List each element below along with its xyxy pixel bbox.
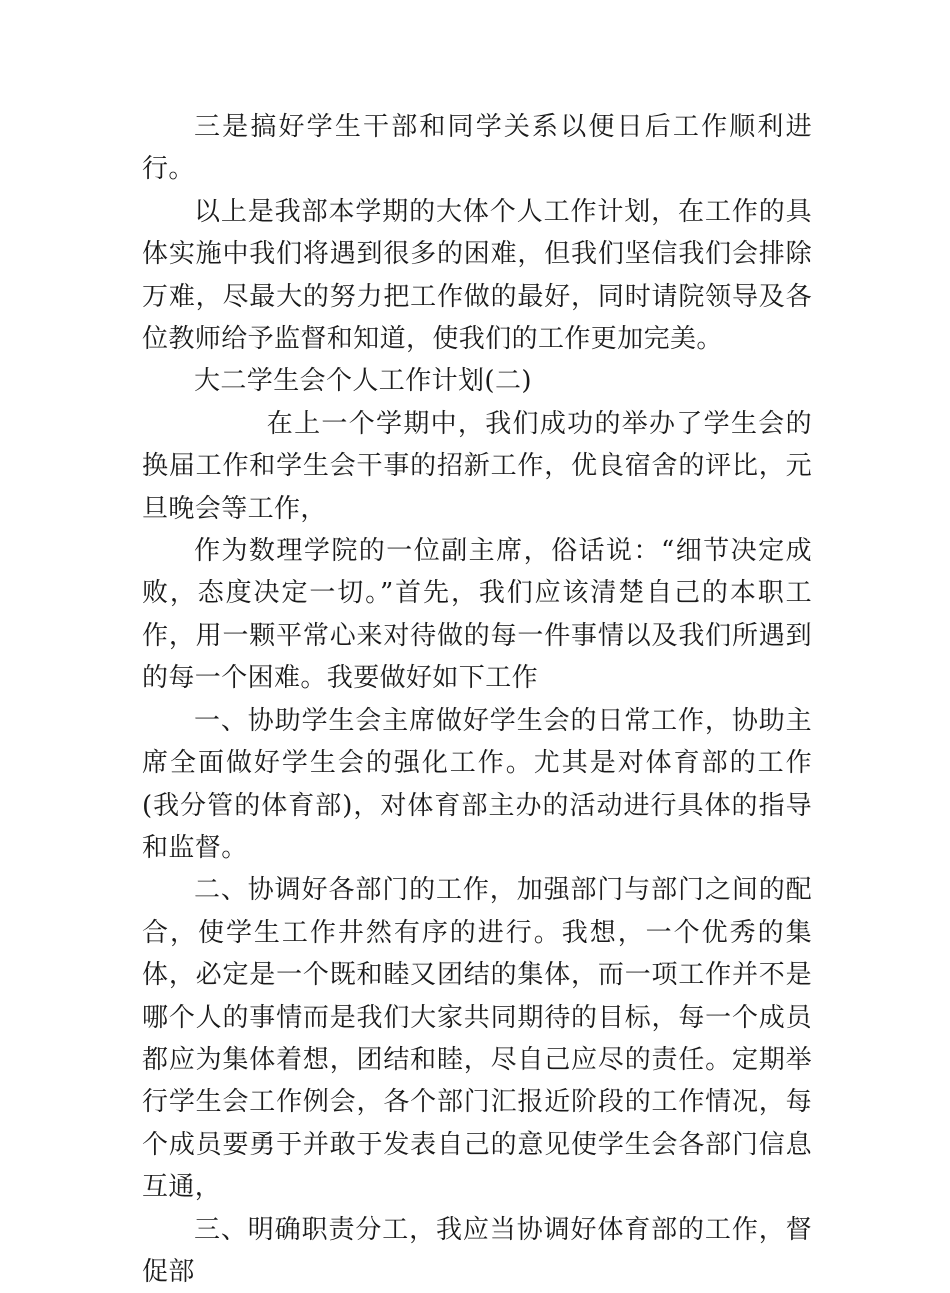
paragraph-1: 三是搞好学生干部和同学关系以便日后工作顺利进行。 (142, 112, 812, 185)
paragraph-7: 三、明确职责分工，我应当协调好体育部的工作，督促部 (142, 1214, 812, 1287)
paragraph-4: 作为数理学院的一位副主席，俗话说：“细节决定成败，态度决定一切。”首先，我们应该清楚自己的本职工作，用一颗平常心来对待做的每一件事情以及我们所遇到的每一个困难。我要做好如下工作 (142, 536, 812, 694)
paragraph-2: 以上是我部本学期的大体个人工作计划，在工作的具体实施中我们将遇到很多的困难，但我们坚信我们会排除万难，尽最大的努力把工作做的最好，同时请院领导及各位教师给予监督和知道，使我们的工作更加完美。 (142, 196, 812, 355)
paragraph-3: 在上一个学期中，我们成功的举办了学生会的换届工作和学生会干事的招新工作，优良宿舍的评比，元旦晚会等工作， (142, 408, 812, 524)
document-body (142, 106, 812, 1293)
section-heading: 大二学生会个人工作计划(二) (194, 366, 532, 397)
paragraph-6: 二、协调好各部门的工作，加强部门与部门之间的配合，使学生工作井然有序的进行。我想，一个优秀的集体，必定是一个既和睦又团结的集体，而一项工作并不是哪个人的事情而是我们大家共同期待的目标，每一个成员都应为集体着想，团结和睦，尽自己应尽的责任。定期举行学生会工作例会，各个部门汇报近阶段的工作情况，每个成员要勇于并敢于发表自己的意见使学生会各部门信息互通， (142, 875, 812, 1203)
paragraph-5: 一、协助学生会主席做好学生会的日常工作，协助主席全面做好学生会的强化工作。尤其是对体育部的工作(我分管的体育部)，对体育部主办的活动进行具体的指导和监督。 (142, 705, 812, 863)
